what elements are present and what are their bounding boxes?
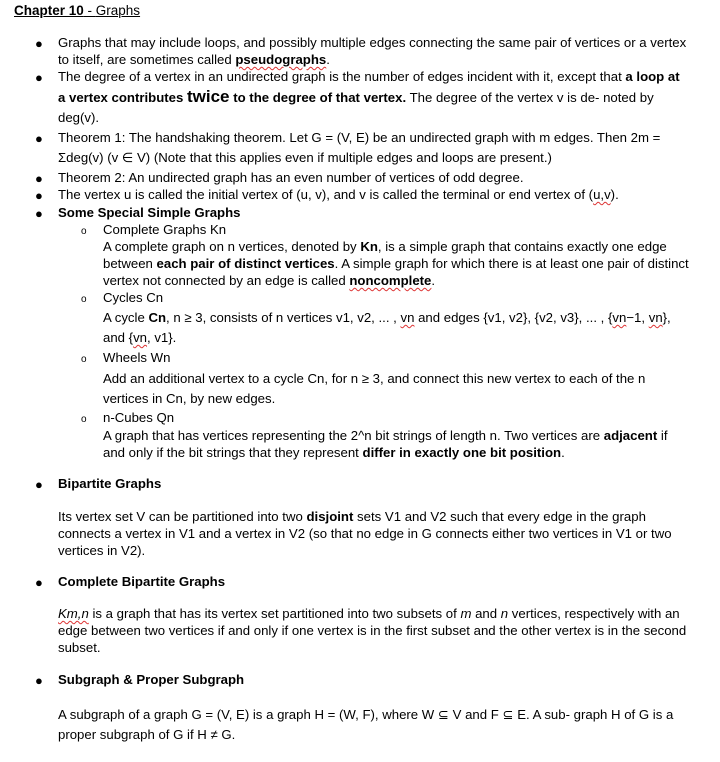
text: sets V1 and V2 such that every edge in the graph connects a vertex in V1 and a vertex in V2 (so that no edge in G connects either two vertices in V1 or two vertices in V2). — [58, 509, 672, 558]
text: , v1}. — [147, 330, 177, 345]
text: Theorem 2: An undirected graph has an even number of vertices of odd degree. — [58, 170, 524, 185]
text: ). — [610, 187, 619, 202]
complete-graphs-text — [103, 238, 690, 289]
bullet-icon: ● — [35, 477, 43, 492]
bullet-icon: ● — [35, 188, 43, 203]
text: . A simple graph for which there is at least one pair of distinct vertex not connected by an edge is called — [103, 256, 689, 288]
text: A graph that has vertices representing the 2^n bit strings of length n. Two vertices are — [103, 428, 604, 443]
text: A complete graph on n vertices, denoted by — [103, 239, 361, 254]
text: Its vertex set V can be partitioned into two — [58, 509, 307, 524]
list-item-theorem-2 — [58, 169, 690, 186]
sub-bullet-icon: o — [81, 226, 87, 237]
bullet-icon: ● — [35, 131, 43, 146]
text: is a graph that has its vertex set partitioned into two subsets of — [88, 606, 461, 621]
sub-bullet-icon: o — [81, 354, 87, 365]
text: if and only if the bit strings that they represent — [103, 428, 668, 460]
section-heading: Subgraph & Proper Subgraph — [58, 672, 245, 687]
bullet-icon: ● — [35, 36, 43, 51]
bullet-icon: ● — [35, 70, 43, 85]
complete-bipartite-text — [58, 605, 690, 656]
section-heading: Bipartite Graphs — [58, 476, 162, 491]
chapter-label: Chapter 10 — [14, 3, 84, 18]
text: vertices, respectively with an edge between two vertices if and only if one vertex is in the first subset and the other vertex is in the second subset. — [58, 606, 687, 655]
text: vn — [648, 310, 663, 325]
text: The vertex u is called the initial vertex of (u, v), and v is called the terminal or end vertex of ( — [58, 187, 594, 202]
text-bold: each pair of distinct vertices — [156, 256, 335, 271]
subheading-complete-graphs: Complete Graphs Kn — [103, 222, 227, 237]
text-bold: Kn — [360, 239, 378, 254]
section-bipartite-heading — [58, 475, 690, 492]
text-bold: adjacent — [603, 428, 658, 443]
text-twice: twice — [187, 87, 230, 106]
text-bold: to the degree of that vertex. — [229, 90, 407, 105]
text: vn — [133, 330, 148, 345]
text: A cycle — [103, 310, 149, 325]
subheading-cycles: Cycles Cn — [103, 290, 164, 305]
text-n: n — [500, 606, 509, 621]
text: Add an additional vertex to a cycle Cn, for n ≥ 3, and connect this new vertex to each of the n vertices in Cn, by new edges. — [103, 371, 646, 406]
section-heading: Some Special Simple Graphs — [58, 205, 241, 220]
term-noncomplete: noncomplete — [349, 273, 432, 288]
text: , is a simple graph that contains exactly one edge between — [103, 239, 667, 271]
chapter-topic: Graphs — [95, 3, 141, 18]
cycles-text — [103, 308, 690, 348]
text-bold: a loop at a vertex contributes — [58, 69, 680, 105]
sub-bullet-icon: o — [81, 294, 87, 305]
list-item-pseudographs — [58, 34, 690, 68]
text-bold: disjoint — [306, 509, 354, 524]
subgraph-text — [58, 705, 690, 745]
text-bold: Cn — [148, 310, 167, 325]
term-pseudographs: pseudographs — [235, 52, 327, 67]
text: . — [561, 445, 565, 460]
text: −1, — [626, 310, 649, 325]
text: . — [326, 52, 330, 67]
text: }, and { — [103, 310, 671, 345]
bullet-icon: ● — [35, 171, 43, 186]
text: . — [431, 273, 436, 288]
bipartite-text — [58, 508, 690, 559]
text: vn — [400, 310, 415, 325]
subheading-wheels: Wheels Wn — [103, 350, 171, 365]
title-separator: - — [83, 3, 96, 18]
text: Graphs that may include loops, and possibly multiple edges connecting the same pair of vertices or a vertex to itself, are sometimes called — [58, 35, 687, 67]
bullet-icon: ● — [35, 206, 43, 221]
text: Theorem 1: The handshaking theorem. Let G = (V, E) be an undirected graph with m edges. Then 2m = Σdeg(v) (v ∈ V) (Note that this applies even if multiple edges and loops are present.) — [58, 130, 661, 165]
section-heading: Complete Bipartite Graphs — [58, 574, 226, 589]
text-m: m — [460, 606, 472, 621]
list-item-degree — [58, 67, 690, 128]
term-kmn: Km,n — [58, 606, 89, 621]
sub-bullet-icon: o — [81, 414, 87, 425]
page-title — [14, 2, 140, 19]
section-subgraph-heading — [58, 671, 690, 688]
text-bold: differ in exactly one bit position — [362, 445, 562, 460]
text: and — [471, 606, 501, 621]
bullet-icon: ● — [35, 673, 43, 688]
wheels-text — [103, 369, 690, 409]
text: vn — [612, 310, 627, 325]
list-item-initial-vertex — [58, 186, 690, 203]
text-uv: u,v — [593, 187, 611, 202]
list-item-theorem-1 — [58, 128, 690, 168]
n-cubes-text — [103, 427, 690, 461]
text: and edges {v1, v2}, {v2, v3}, ... , { — [414, 310, 613, 325]
section-complete-bipartite-heading — [58, 573, 690, 590]
list-item-special-graphs — [58, 204, 690, 221]
text: A subgraph of a graph G = (V, E) is a graph H = (W, F), where W ⊆ V and F ⊆ E. A sub- graph H of G is a proper subgraph of G if H ≠ G. — [58, 707, 674, 742]
text: The degree of a vertex in an undirected graph is the number of edges incident with it, except that — [58, 69, 626, 84]
text: The degree of the vertex v is de- noted by deg(v). — [58, 90, 654, 125]
bullet-icon: ● — [35, 575, 43, 590]
text: , n ≥ 3, consists of n vertices v1, v2, ... , — [166, 310, 401, 325]
subheading-n-cubes: n-Cubes Qn — [103, 410, 175, 425]
